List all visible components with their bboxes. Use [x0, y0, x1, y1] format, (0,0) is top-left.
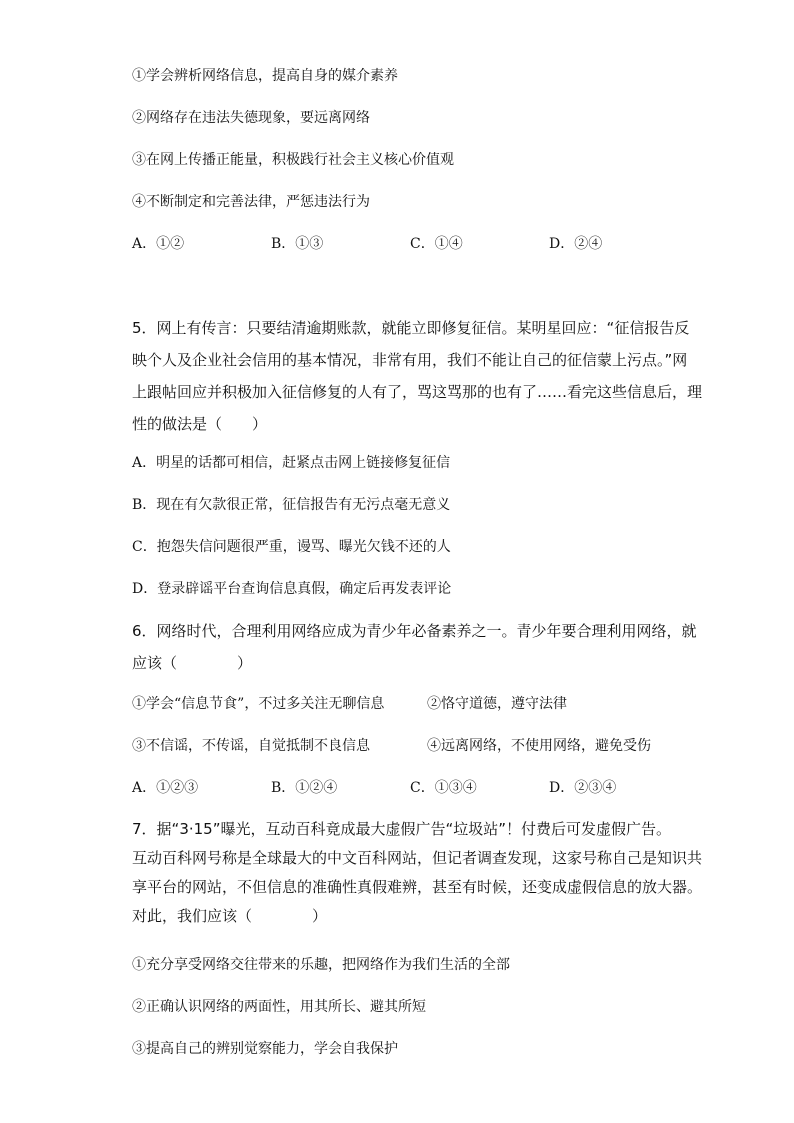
q7-stem-line-2: 互动百科网号称是全球最大的中文百科网站，但记者调查发现，这家号称自己是知识共	[132, 849, 703, 867]
q7-item-3: ③提高自己的辨别觉察能力，学会自我保护	[132, 1041, 398, 1057]
q5-stem-line-4: 性的做法是（ ）	[132, 415, 268, 433]
q4-item-3: ③在网上传播正能量，积极践行社会主义核心价值观	[132, 152, 454, 168]
q4-item-1: ①学会辨析网络信息，提高自身的媒介素养	[132, 68, 398, 84]
q5-option-a: A．明星的话都可相信，赶紧点击网上链接修复征信	[132, 455, 451, 471]
q7-stem-line-1: 7．据“3·15”曝光，互动百科竟成最大虚假广告“垃圾站”！付费后可发虚假广告。	[132, 820, 672, 838]
q6-item-4: ④远离网络，不使用网络，避免受伤	[427, 738, 651, 754]
q7-item-2: ②正确认识网络的两面性，用其所长、避其所短	[132, 999, 426, 1015]
q6-option-a: A．①②③	[132, 780, 199, 796]
q4-option-b: B．①③	[271, 236, 324, 252]
q6-stem-line-1: 6．网络时代，合理利用网络应成为青少年必备素养之一。青少年要合理利用网络，就	[132, 622, 697, 640]
q6-item-3: ③不信谣，不传谣，自觉抵制不良信息	[132, 738, 370, 754]
q4-option-d: D．②④	[549, 236, 603, 252]
q6-stem-line-2: 应该（ ）	[132, 654, 253, 672]
q4-option-c: C．①④	[410, 236, 463, 252]
q7-stem-line-3: 享平台的网站，不但信息的准确性真假难辨，甚至有时候，还变成虚假信息的放大器。	[132, 878, 703, 896]
q5-option-d: D．登录辟谣平台查询信息真假，确定后再发表评论	[132, 581, 452, 597]
q7-stem	[132, 815, 703, 931]
q6-item-1: ①学会“信息节食”，不过多关注无聊信息	[132, 696, 385, 712]
q6-option-d: D．②③④	[549, 780, 617, 796]
q5-stem-line-2: 映个人及企业社会信用的基本情况，非常有用，我们不能让自己的征信蒙上污点。”网	[132, 351, 688, 369]
q4-option-a: A．①②	[132, 236, 185, 252]
q6-option-c: C．①③④	[410, 780, 477, 796]
q7-item-1: ①充分享受网络交往带来的乐趣，把网络作为我们生活的全部	[132, 957, 510, 973]
q4-item-2: ②网络存在违法失德现象，要远离网络	[132, 110, 370, 126]
q7-stem-line-4: 对此，我们应该（ ）	[132, 907, 328, 925]
q5-option-b: B．现在有欠款很正常，征信报告有无污点毫无意义	[132, 497, 451, 513]
q5-stem-line-1: 5．网上有传言：只要结清逾期账款，就能立即修复征信。某明星回应：“征信报告反	[132, 319, 690, 337]
q6-option-b: B．①②④	[271, 780, 338, 796]
q5-stem	[132, 312, 703, 440]
q4-item-4: ④不断制定和完善法律，严惩违法行为	[132, 194, 370, 210]
q5-stem-line-3: 上跟帖回应并积极加入征信修复的人有了，骂这骂那的也有了……看完这些信息后，理	[132, 383, 703, 401]
q6-item-2: ②恪守道德，遵守法律	[427, 696, 567, 712]
q6-stem	[132, 615, 697, 679]
q5-option-c: C．抱怨失信问题很严重，谩骂、曝光欠钱不还的人	[132, 539, 451, 555]
